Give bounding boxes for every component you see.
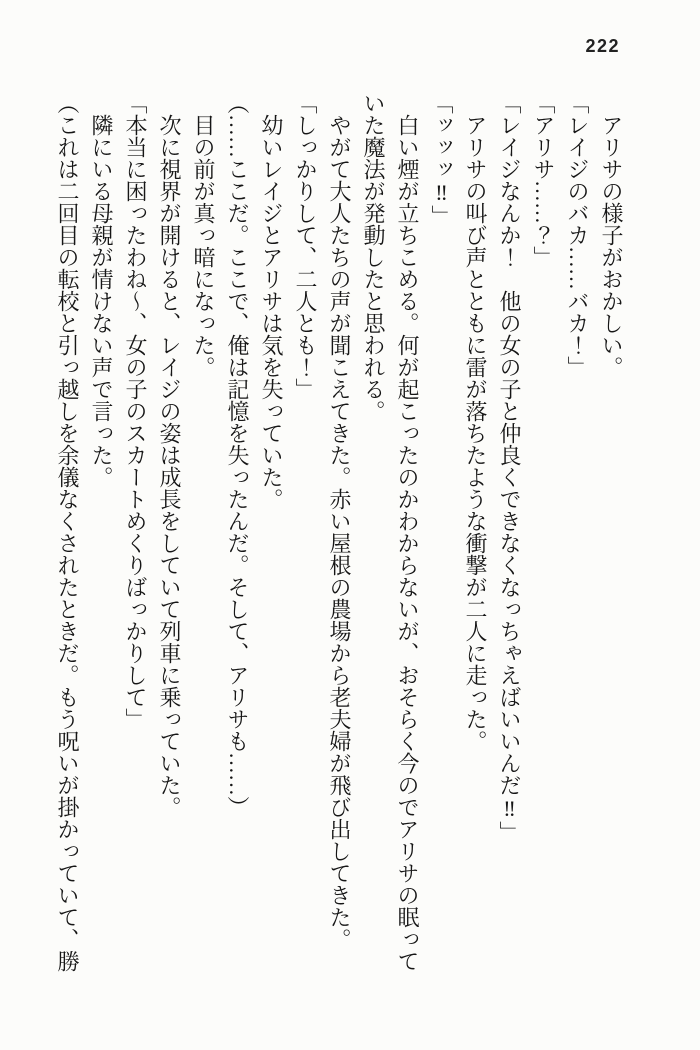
text-column: 白い煙が立ちこめる。何が起こったのかわからないが、おそらく今のでアリサの眠っていた魔法が発動したと思われる。	[361, 92, 420, 972]
text-block	[50, 92, 628, 978]
text-column: アリサの様子がおかしい。	[599, 114, 624, 378]
text-column: 「しっかりして、二人とも！」	[293, 92, 318, 400]
text-column: （これは二回目の転校と引っ越しを余儀なくされたときだ。もう呪いが掛かっていて、勝	[55, 92, 80, 972]
page-number: 222	[585, 36, 620, 56]
text-column: （……ここだ。ここで、俺は記憶を失ったんだ。そして、アリサも……）	[225, 92, 250, 818]
text-column: 「レイジのバカ……バカ！」	[565, 92, 590, 378]
text-column: 次に視界が開けると、レイジの姿は成長をしていて列車に乗っていた。	[157, 114, 182, 818]
text-column: 目の前が真っ暗になった。	[191, 114, 216, 378]
text-column: 「ッッッ‼」	[429, 92, 454, 227]
text-column: 幼いレイジとアリサは気を失っていた。	[259, 114, 284, 510]
text-column: 「アリサ……？」	[531, 92, 556, 268]
text-column: やがて大人たちの声が聞こえてきた。赤い屋根の農場から老夫婦が飛び出してきた。	[327, 114, 352, 950]
text-column: 隣にいる母親が情けない声で言った。	[89, 114, 114, 488]
text-column: 「レイジなんか！ 他の女の子と仲良くできなくなっちゃえばいいんだ‼」	[497, 92, 522, 843]
text-column: アリサの叫び声とともに雷が落ちたような衝撃が二人に走った。	[463, 114, 488, 752]
text-column: 「本当に困ったわね〜、女の子のスカートめくりばっかりして」	[123, 92, 148, 730]
